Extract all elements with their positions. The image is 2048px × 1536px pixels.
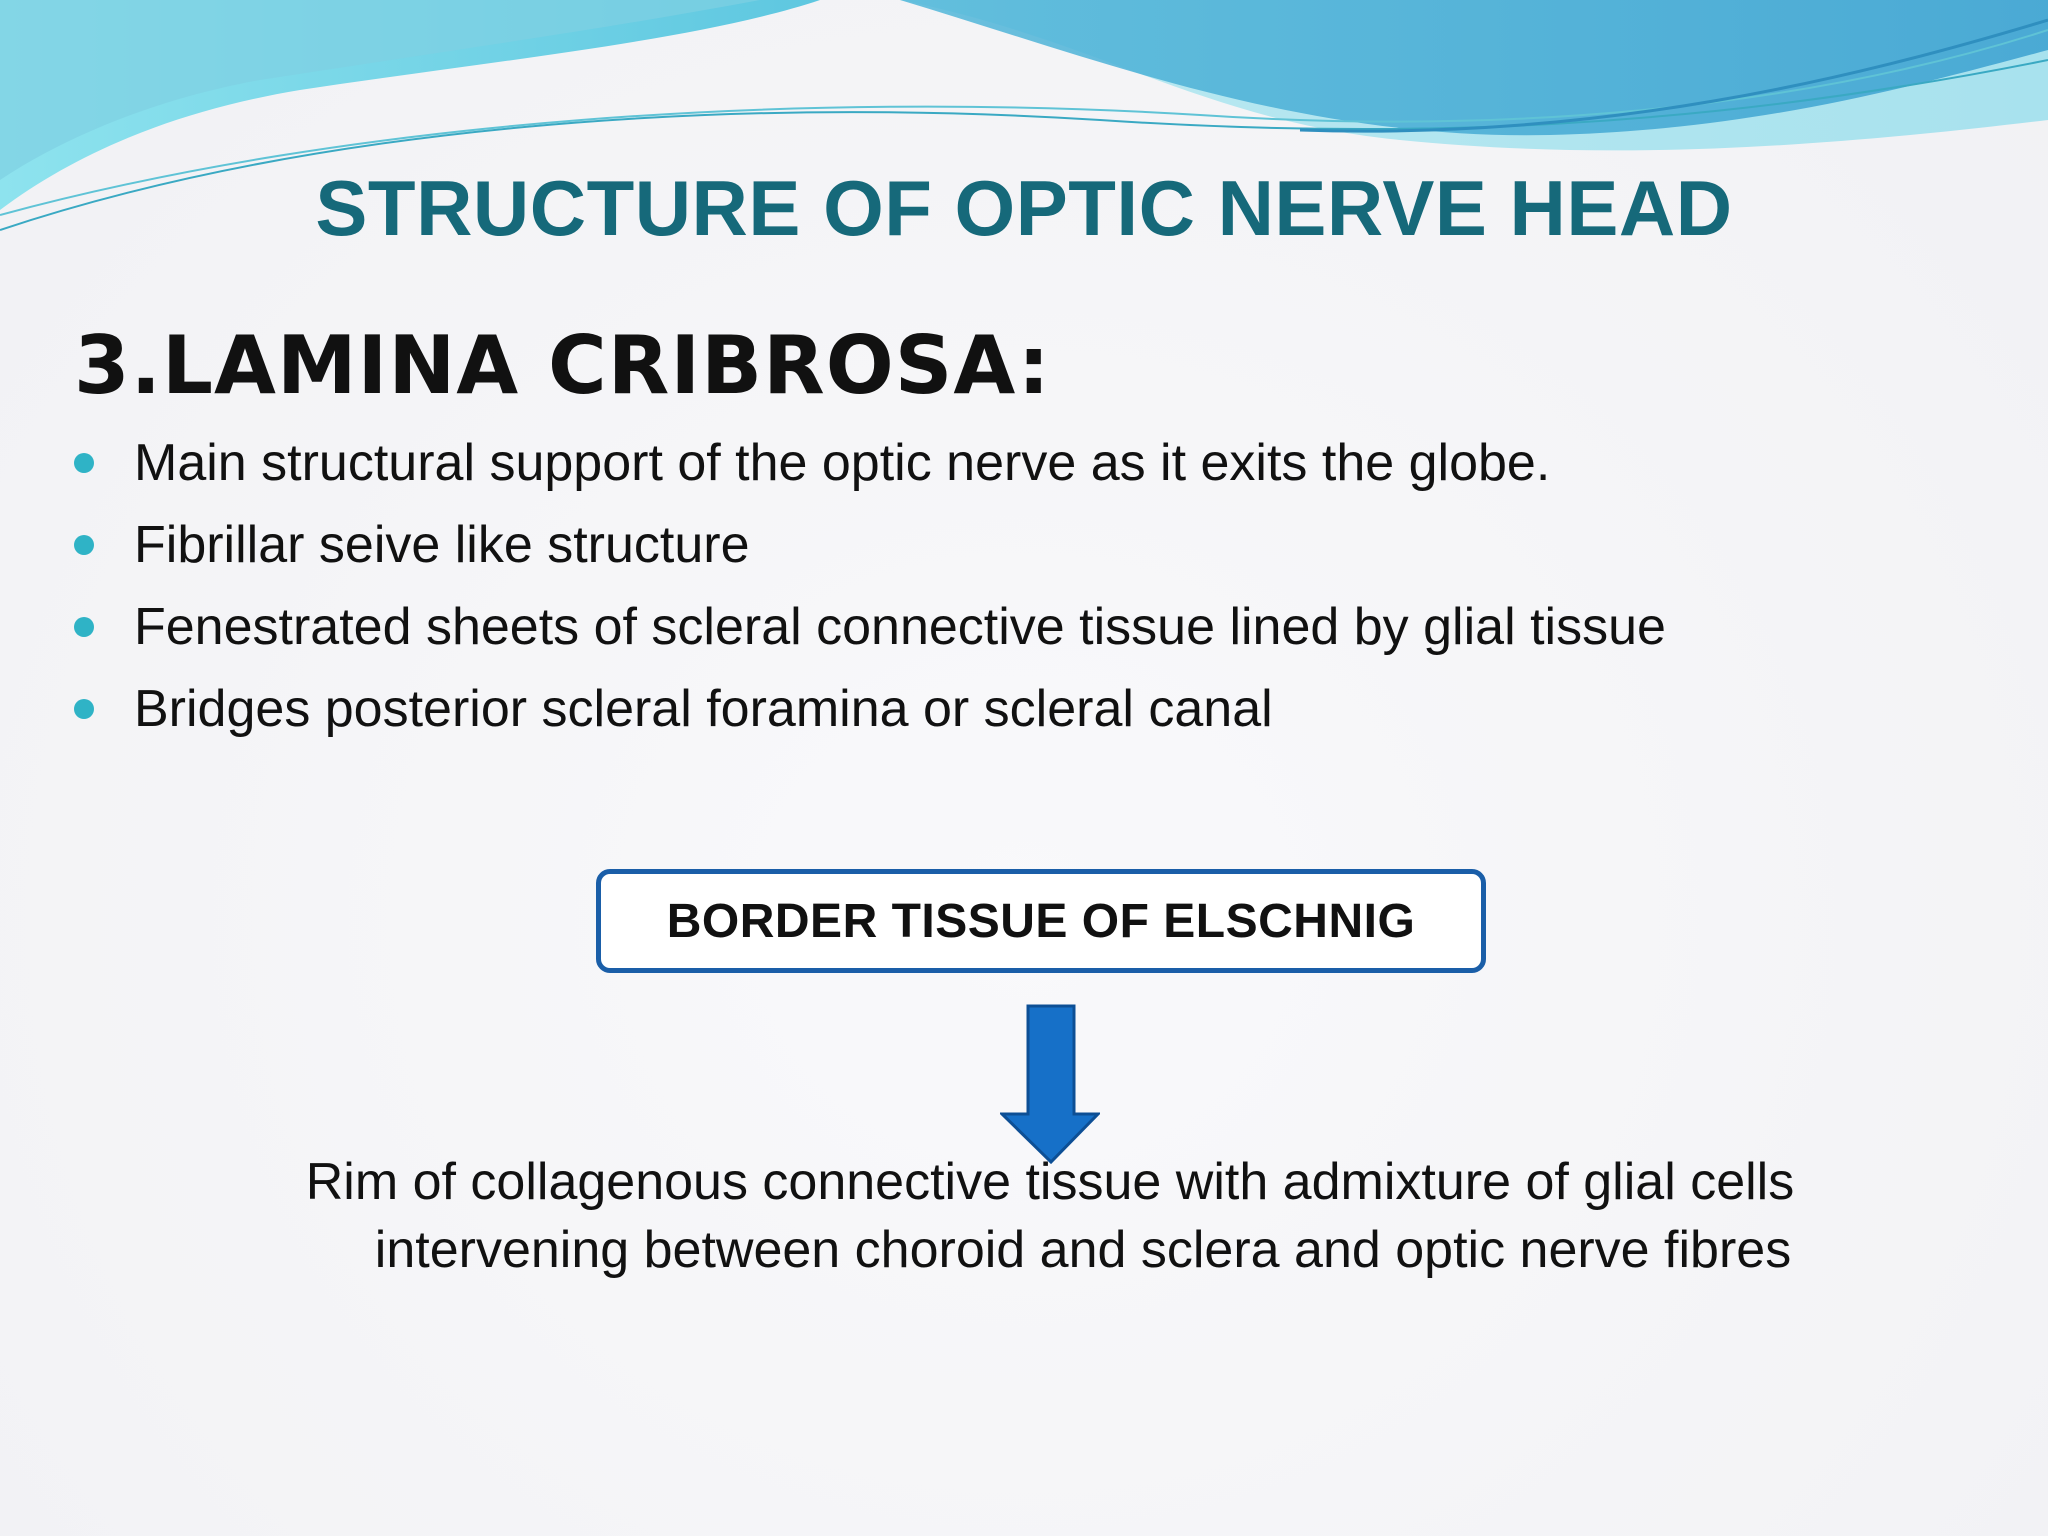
- bullet-list: [74, 422, 1666, 750]
- section-heading: 3.LAMINA CRIBROSA:: [74, 319, 1051, 412]
- bullet-icon: [74, 617, 94, 637]
- down-arrow-icon: [1000, 1004, 1100, 1164]
- list-item: [74, 422, 1666, 504]
- bullet-icon: [74, 699, 94, 719]
- bullet-text: Main structural support of the optic nerve as it exits the globe.: [134, 434, 1551, 492]
- border-tissue-label: BORDER TISSUE OF ELSCHNIG: [666, 894, 1416, 948]
- bullet-text: Fibrillar seive like structure: [134, 516, 750, 574]
- bullet-text: Fenestrated sheets of scleral connective tissue lined by glial tissue: [134, 598, 1666, 656]
- slide-title: STRUCTURE OF OPTIC NERVE HEAD: [315, 164, 1733, 252]
- border-tissue-box: [596, 869, 1486, 973]
- list-item: [74, 586, 1666, 668]
- bullet-icon: [74, 453, 94, 473]
- list-item: [74, 504, 1666, 586]
- description-text: [150, 1148, 1950, 1284]
- bullet-text: Bridges posterior scleral foramina or scleral canal: [134, 680, 1273, 738]
- list-item: [74, 668, 1666, 750]
- bullet-icon: [74, 535, 94, 555]
- description-line-2: intervening between choroid and sclera and optic nerve fibres: [374, 1221, 1792, 1279]
- description-line-1: Rim of collagenous connective tissue with admixture of glial cells: [305, 1153, 1795, 1211]
